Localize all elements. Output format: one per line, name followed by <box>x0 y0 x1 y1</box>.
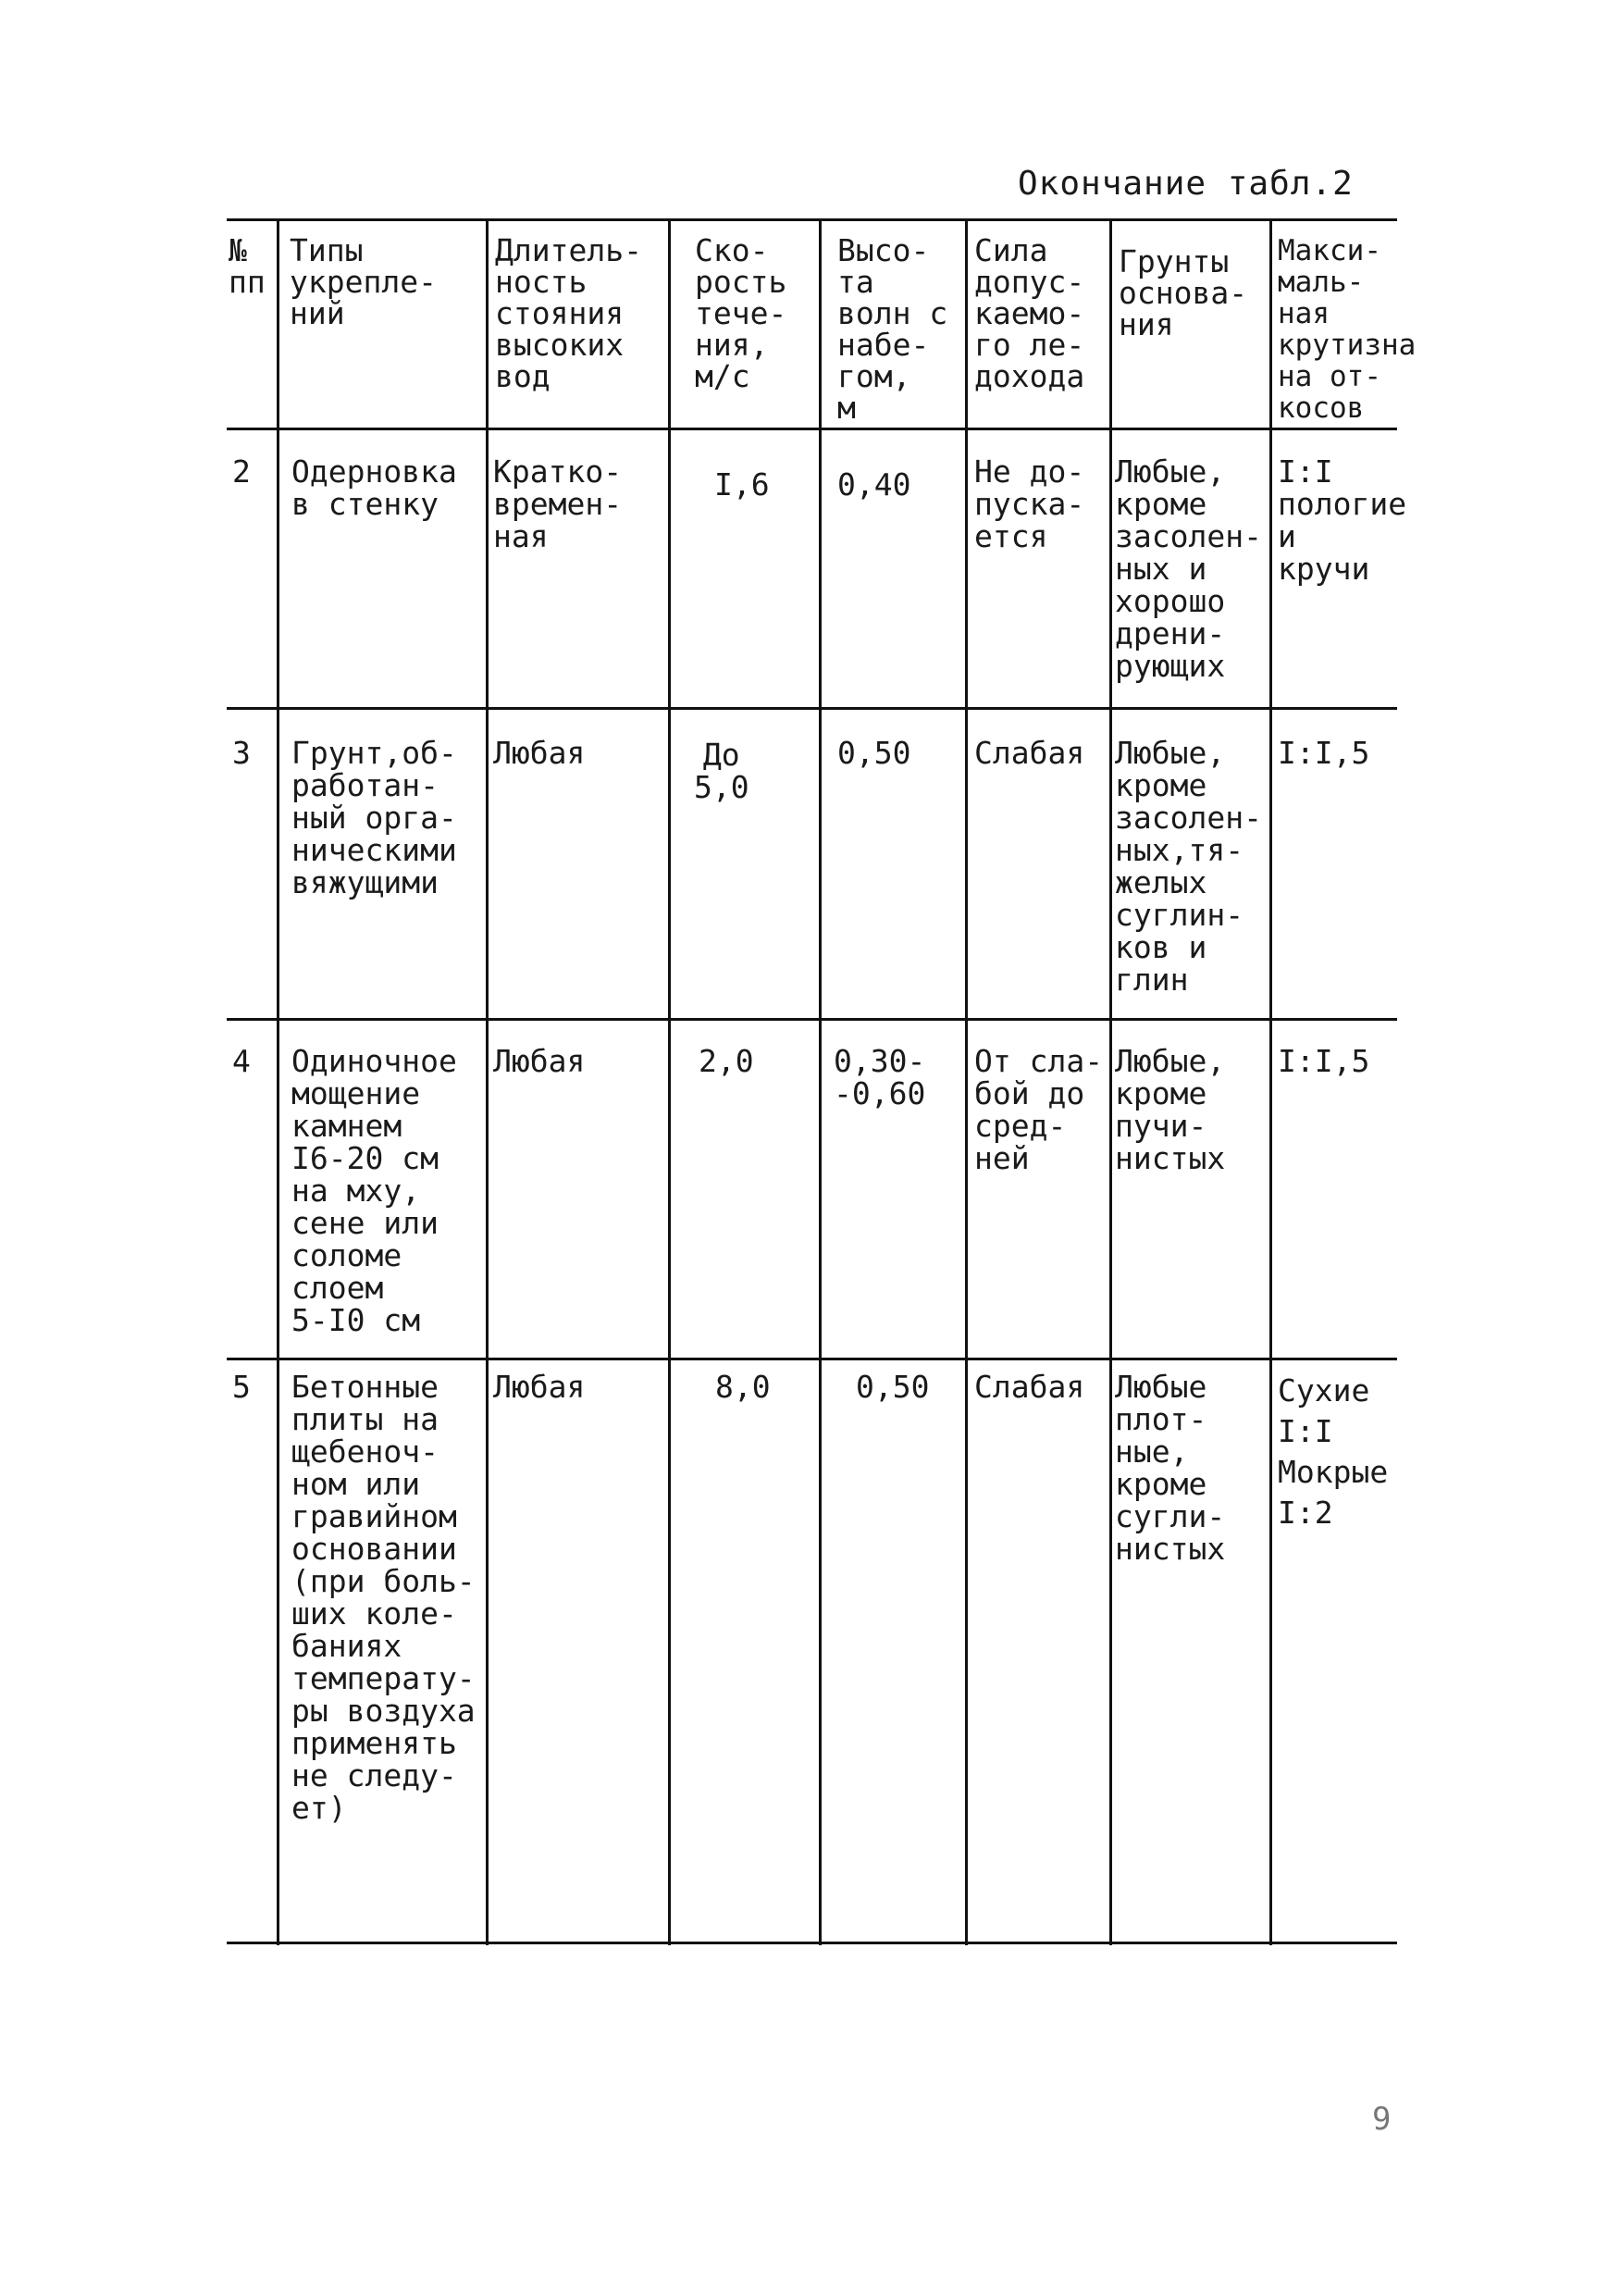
row-2-speed: I,6 <box>714 466 770 503</box>
column-divider <box>965 218 968 1945</box>
row-3-duration: Любая <box>493 735 586 771</box>
row-5-ice: Слабая <box>974 1369 1085 1405</box>
column-divider <box>668 218 671 1945</box>
column-divider <box>1109 218 1112 1945</box>
row-3-num: 3 <box>232 735 251 771</box>
page-number: 9 <box>1372 2101 1392 2138</box>
row-2-soil: Любые, кроме засолен- ных и хорошо дрени- рующих <box>1115 453 1262 684</box>
row-3-soil: Любые, кроме засолен- ных,тя- желых суглин- ков и глин <box>1115 735 1262 998</box>
row-5-duration: Любая <box>493 1369 586 1405</box>
row-4-duration: Любая <box>493 1043 586 1079</box>
table-caption: Окончание табл.2 <box>1018 165 1354 203</box>
column-divider <box>1269 218 1272 1945</box>
table-bottom-rule <box>227 1942 1397 1944</box>
header-speed: Ско- рость тече- ния, м/с <box>695 232 787 394</box>
row-2-ice: Не до- пуска- ется <box>974 453 1085 554</box>
header-rule <box>227 428 1397 430</box>
row-4-speed: 2,0 <box>699 1043 754 1079</box>
row-4-ice: От сла- бой до сред- ней <box>974 1043 1104 1176</box>
header-num: № пп <box>229 232 266 300</box>
row-divider <box>227 1018 1397 1021</box>
column-divider <box>819 218 822 1945</box>
row-5-soil: Любые плот- ные, кроме сугли- нистых <box>1115 1369 1226 1567</box>
row-4-wave: 0,30- -0,60 <box>834 1043 926 1111</box>
row-4-soil: Любые, кроме пучи- нистых <box>1115 1043 1226 1176</box>
row-2-duration: Кратко- времен- ная <box>493 453 623 554</box>
row-5-wave: 0,50 <box>856 1369 930 1405</box>
row-5-slope: Сухие I:I Мокрые I:2 <box>1278 1372 1389 1531</box>
row-4-slope: I:I,5 <box>1278 1043 1370 1079</box>
table-top-rule <box>227 218 1397 221</box>
header-slope: Макси- маль- ная крутизна на от- косов <box>1278 234 1417 425</box>
row-2-slope: I:I пологие и кручи <box>1278 453 1407 587</box>
row-4-type: Одиночное мощение камнем I6-20 см на мху, сене или соломе слоем 5-I0 см <box>291 1043 457 1338</box>
row-2-num: 2 <box>232 453 251 490</box>
header-soil: Грунты основа- ния <box>1119 243 1248 342</box>
row-5-type: Бетонные плиты на щебеноч- ном или гравийном основании (при боль- ших коле- баниях температу- ры воздуха применять не следу- ет) <box>291 1369 476 1826</box>
row-5-num: 5 <box>232 1369 251 1405</box>
row-2-type: Одерновка в стенку <box>291 453 457 522</box>
row-3-slope: I:I,5 <box>1278 735 1370 771</box>
row-5-speed: 8,0 <box>715 1369 771 1405</box>
column-divider <box>486 218 489 1945</box>
fortification-table <box>227 218 1417 1945</box>
header-type: Типы укрепле- ний <box>290 232 437 331</box>
header-ice: Сила допус- каемо- го ле- дохода <box>974 232 1085 394</box>
row-3-wave: 0,50 <box>837 735 911 771</box>
row-3-type: Грунт,об- работан- ный орга- ническими вяжущими <box>291 735 457 900</box>
row-2-wave: 0,40 <box>837 466 911 503</box>
row-3-speed: До 5,0 <box>694 737 749 805</box>
header-wave: Высо- та волн с набе- гом, м <box>837 232 948 426</box>
row-divider <box>227 1358 1397 1360</box>
header-duration: Длитель- ность стояния высоких вод <box>495 232 642 394</box>
row-4-num: 4 <box>232 1043 251 1079</box>
row-3-ice: Слабая <box>974 735 1085 771</box>
column-divider <box>277 218 279 1945</box>
row-divider <box>227 707 1397 710</box>
